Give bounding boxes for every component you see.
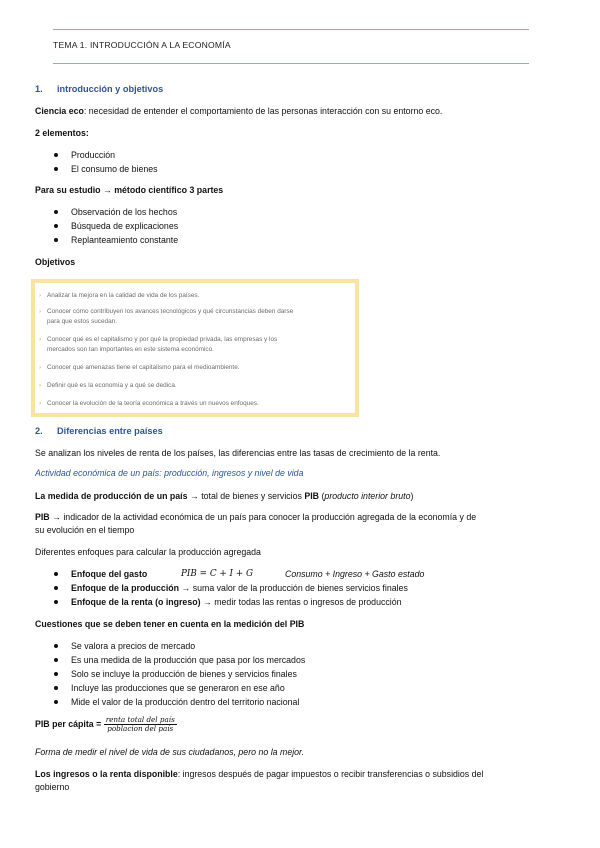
pib-definition: PIB → indicador de la actividad económica de un país para conocer la producción agregada de la economía y de su evolución en el tiempo xyxy=(35,512,477,535)
objetivo-row: › Conocer cómo contribuyen los avances tecnológicos y qué circunstancias deben darse xyxy=(39,308,294,315)
list-item: Incluye las producciones que se generaron en ese año xyxy=(35,681,569,695)
objetivo-row: › Conocer qué amenazas tiene el capitalismo para el medioambiente. xyxy=(39,364,240,371)
objetivo-row: › Conocer qué es el capitalismo y por qué la propiedad privada, las empresas y los xyxy=(39,336,278,343)
objetivos-image-box xyxy=(31,279,359,417)
header-rule-bottom xyxy=(53,63,529,64)
objetivo-row: › Conocer la evolución de la teoría económica a través un nuevos enfoques. xyxy=(39,400,259,407)
list-item: Mide el valor de la producción dentro del territorio nacional xyxy=(35,695,569,709)
objetivos-title: Objetivos xyxy=(35,257,76,267)
section-2-intro: Se analizan los niveles de renta de los países, las diferencias entre las tasas de crecimiento de la renta. xyxy=(35,448,441,458)
enfoques-intro: Diferentes enfoques para calcular la producción agregada xyxy=(35,547,261,557)
fraction-numerator: renta total del país xyxy=(105,715,175,724)
section-2-title: Diferencias entre países xyxy=(57,426,163,436)
list-item: El consumo de bienes xyxy=(35,162,569,176)
pib-per-capita-label: PIB per cápita = xyxy=(35,718,102,729)
estudio-list xyxy=(35,205,569,247)
section-1-title: introducción y objetivos xyxy=(57,84,164,94)
elementos-title: 2 elementos: xyxy=(35,128,89,138)
cuestiones-title: Cuestiones que se deben tener en cuenta en la medición del PIB xyxy=(35,619,305,629)
ingresos-paragraph: Los ingresos o la renta disponible: ingresos después de pagar impuestos o recibir transferencias o subsidios del gobierno xyxy=(35,769,484,792)
section-1-number: 1. xyxy=(35,84,43,94)
document-title: TEMA 1. INTRODUCCIÓN A LA ECONOMÍA xyxy=(53,40,231,50)
enfoques-list xyxy=(35,567,569,609)
objetivo-row: › Definir qué es la economía y a qué se dedica. xyxy=(39,382,177,389)
section-2-number: 2. xyxy=(35,426,43,436)
bullet-marker: › xyxy=(39,336,42,343)
ciencia-eco-text: : necesidad de entender el comportamiento de las personas interacción con su entorno eco. xyxy=(83,106,443,116)
ciencia-eco-paragraph xyxy=(35,105,569,118)
objetivo-row: › Analizar la mejora en la calidad de vida de los países. xyxy=(39,292,200,299)
medida-paragraph: La medida de producción de un país → total de bienes y servicios PIB (producto interior bruto) xyxy=(35,491,414,501)
list-item: Enfoque de la renta (o ingreso) → medir todas las rentas o ingresos de producción xyxy=(35,595,569,609)
pib-per-capita-formula xyxy=(35,716,569,733)
list-item: Búsqueda de explicaciones xyxy=(35,219,569,233)
pib-per-capita-fraction xyxy=(104,716,177,733)
bullet-marker: › xyxy=(39,308,42,315)
list-item: Replanteamiento constante xyxy=(35,233,569,247)
elementos-list xyxy=(35,148,569,176)
estudio-title: Para su estudio → método científico 3 partes xyxy=(35,185,224,195)
bullet-marker: › xyxy=(39,382,42,389)
list-item: Observación de los hechos xyxy=(35,205,569,219)
list-item: Es una medida de la producción que pasa por los mercados xyxy=(35,653,569,667)
list-item: Enfoque de la producción → suma valor de la producción de bienes servicios finales xyxy=(35,581,569,595)
pib-equation: PIB = C + I + G xyxy=(181,569,253,579)
list-item: Se valora a precios de mercado xyxy=(35,639,569,653)
list-item: Solo se incluye la producción de bienes y servicios finales xyxy=(35,667,569,681)
fraction-denominator: poblacion del país xyxy=(107,724,174,733)
actividad-subtitle: Actividad económica de un país: producción, ingresos y nivel de vida xyxy=(35,468,304,478)
ciencia-eco-label: Ciencia eco xyxy=(35,106,84,116)
cuestiones-list xyxy=(35,639,569,709)
list-item: Producción xyxy=(35,148,569,162)
forma-medir-text: Forma de medir el nivel de vida de sus ciudadanos, pero no la mejor. xyxy=(35,747,305,757)
list-item: Enfoque del gasto PIB = C + I + G Consumo + Ingreso + Gasto estado xyxy=(35,567,569,581)
header-rule-top xyxy=(53,29,529,30)
bullet-marker: › xyxy=(39,364,42,371)
bullet-marker: › xyxy=(39,292,42,299)
objetivo-row-continued: para que estos sucedan. xyxy=(47,318,117,325)
pib-equation-description: Consumo + Ingreso + Gasto estado xyxy=(285,569,425,579)
section-2-heading xyxy=(35,426,163,436)
section-1-heading xyxy=(35,84,163,94)
objetivo-row-continued: mercados son tan importantes en este sistema económico. xyxy=(47,346,214,353)
bullet-marker: › xyxy=(39,400,42,407)
